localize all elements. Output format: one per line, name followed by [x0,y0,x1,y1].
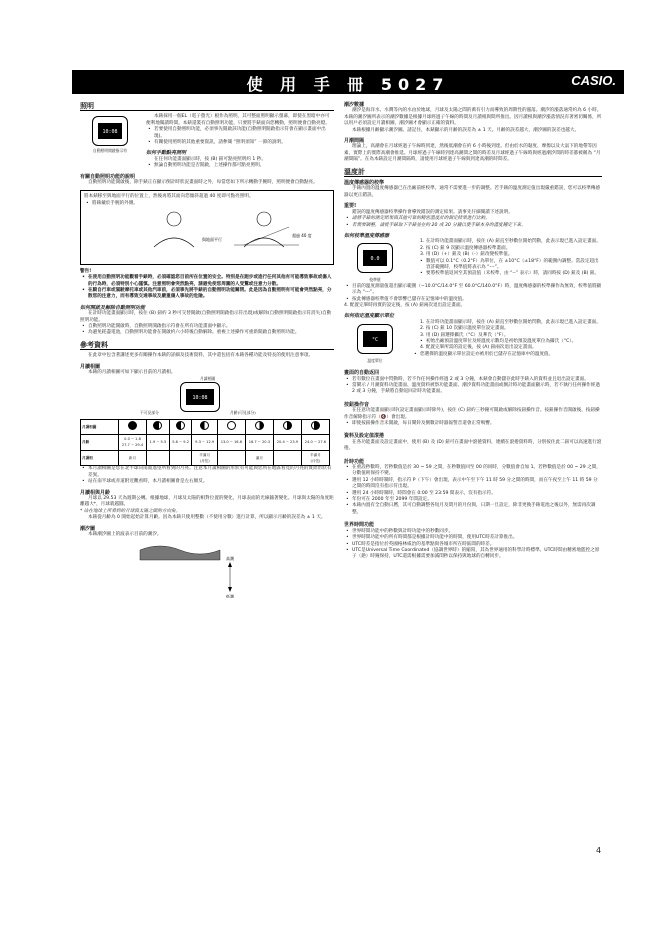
bullet-item: • 當鬧示 / 月潮資料功能畫面、溫度資料被察功能畫面、潮汐資料功能畫面或倒計時功能畫面顯示時，若不執行任何操作經過 2 或 3 分鐘，手錶將自動返回計時功能畫面。 [344,383,602,396]
step: 2. 按 (C) 鈕 9 次顯示溫度傳感器校準畫面。 [420,245,511,251]
subheading: 如何手動點亮照明 [146,150,187,157]
moon-phase-cell [217,450,245,466]
subheading: 如何開啟及解除自動照明功能 [80,304,146,311]
moon-age-cell: 20.4 ~ 23.9 [273,434,301,450]
fig-label: 月齡(可見部分) [230,410,256,416]
bullet-item: • 有關使用照明的其他重要資訊，請參閱 “照明須知” 一節的說明。 [146,140,334,146]
section-title-thermometer: 溫度計 [344,169,602,177]
moon-phase-cell: 新月 [119,450,147,466]
moon-phase-cell: 半滿月 (月弦) [301,450,329,466]
box-text: 將本錶移至與地面平行的位置上，然後再將其面向您傾斜超過 40 度即可點亮照明。 [84,194,254,200]
paragraph: 在任何功能畫面顯示時，按 (B) 鈕可點亮照明約 1 秒。 [154,156,266,162]
bullet-item: • 您選擇的溫度顯示單位設定亦被用於已儲存在記憶庫中的溫度值。 [412,352,602,358]
subheading: 月讀相圖 [80,363,101,370]
right-column [344,102,602,561]
moon-phase-cell: 滿月 [245,450,273,466]
bullet-item: • UTC時差是指位於英國格林威治的基準點與各城市所在時區間的時差。 [344,542,602,548]
low-tide-label: 低潮 [226,594,234,599]
footnote: * 站在地球上所看到的月球與太陽之間的方向角。 [80,508,181,514]
subheading: 資料及設定值滾捲 [344,433,385,440]
bullet-item: • 若需要調整，請從手錶取下手錶並在約 20 或 30 分鐘以使手錶本身的溫度穩定下來。 [344,223,602,229]
left-column [80,102,334,602]
moon-phase-cell [169,450,192,466]
section-title-reference: 參考資料 [80,342,334,350]
fig-label-parallel: 與地面平行 [202,237,222,243]
paragraph: 本錶根據月齡顯示潮汐圖。請記住，本錶顯示的月齡的誤差為 ± 1 天。月齡的誤差越大，潮汐圖的誤差也越大。 [352,127,580,133]
bullet-item: • 要將校準值返回至其預設值（未校準，由 “--” 表示）時，請同時按 (D) 鈕及 (B) 鈕。 [418,271,602,277]
moon-age-cell: 16.7 ~ 20.3 [245,434,273,450]
paragraph: 本錶採用一個EL（電子螢光）板作為照明，其可整面照明顯示螢幕，即使在黑暗中亦可便利地閱讀時間。本錶還裝有自動照明功能，只要將手錶面向您轉動，照明便會自動亮燈。 [146,114,330,126]
subheading: 月潮間隔 [344,138,365,145]
moon-age-cell: 13.0 ~ 16.6 [217,434,245,450]
watch-illustration: 10:08 [92,116,128,146]
moon-age-cell: 1.9 ~ 5.5 [147,434,170,450]
bullet-item: • 數值可以 0.1°C（0.2°F）為單位，在 ±10°C（±18°F）的範圍內調整。當設定超出容許範圍時，校準值將表示為 “---”。 [418,259,602,272]
paragraph: 手錶內置的溫度傳感器已在出廠前經校準，通常不需要進一步的調整。若手錶的溫度測定值出現嚴重錯誤，您可以校準傳感器以更正錯誤。 [344,186,601,198]
warning-item: • 在騎自行車或駕駛摩托車或其他汽車前，必須事先將手錶的自動照明功能關閉。此是因為自動照明有可能會突然點亮，分散您的注意力，而有導致交通事故及嚴重傷人事故的危險。 [80,288,334,301]
bullet-item: • 請將手錶的測定結果與其他可靠的精密溫度計的測定結果進行比較。 [344,216,602,222]
paragraph: 在任意功能畫面顯示時(設定畫面顯示時除外)，按住 (C) 鈕約三秒鐘可開啟或解除按鈕操作音。按鈕操作音開啟後，按鈕操作音解除指示符（🔇）會出現。 [344,408,600,420]
bullet-item: • 世界時間功能中的秒數與計時功能中的秒數同步。 [344,529,602,535]
bullet-item: • 目前的溫度測量值超出顯示範圍（−10.0°C/14.0°F 至 60.0°C/140.0°F）時，溫度傳感器的校準操作為無效，校準值將顯示為 “---”。 [344,284,602,297]
bullet-item: • 無論自動照明功能是否開啟，上述操作都可點亮照明。 [146,163,334,169]
wrist-tilt-illustration [84,207,324,257]
bullet-item: • 世界時間功能中的所有時間都是根據計時功能中的時間，使用UTC時差計算推出。 [344,535,602,541]
temperature-unit-figure [344,320,406,364]
moon-phase-cell: 半滿月 (月弦) [192,450,217,466]
paragraph: 自動照明功能開啟後，除手錶正在顯示倒計時狀況畫面時之外，每當您如下所示轉動手腕時，照明便會自動點亮。 [88,180,318,186]
step: 1. 在計時功能畫面顯示時，按住 (A) 鈕直至秒數位開始閃動，此表示現已進入設定畫面。 [420,319,601,325]
bullet-item: • 在重設秒數時，若秒數值是於 30 ~ 59 之間，在秒數值回至 00 的同時，分數值會自加 1。若秒數值是於 00 ~ 29 之間，分數值則保持不變。 [344,465,602,478]
step: 3. 用 (D)（+）鈕及 (B)（-）鈕改變校準值。 [420,252,513,258]
bullet-item: • 為避免耗盡電池，自動照明功能會在開啟約六小時後自動解除。重複上述操作可重新開啟自動照明功能。 [80,330,334,336]
moon-age-cell: 9.3 ~ 12.9 [192,434,217,450]
paragraph: 錯誤的溫度傳感器校準操作會導致錯誤的測定結果。請事先仔細閱讀下述說明。 [352,209,513,215]
warning-item: • 在使用自動照明功能觀看手錶時，必須確認您目前所在位置的安全。特別是在跑步或進行任何其他有可能導致事故或傷人的行為時，必須特別小心謹慎。注意照明會突然點亮，請避免使您周圍的人受驚或注意力分散。 [80,275,334,288]
subheading: 重要! [344,203,357,210]
row-label: 月齡 [81,434,119,450]
high-tide-label: 高潮 [226,556,234,562]
paragraph: 月球以 29.53 天為週期公轉。根據地球，月球及太陽的相對位置的變化，月球表面的光線隨著變化。月球與太陽的角度距離越大*，月球就越圓。 [80,496,334,508]
subheading: 潮汐圖 [80,525,96,532]
paragraph: 理論上，高潮會在月球經過子午線時到達，然後低潮會在約 6 小時後到達。但由於水的黏度、摩擦以及大氣下的地帶等因素，實際上的實際高潮會推延。月球經過子午線時到達高潮間之間的時差及月球經過子午線時與經過潮汐間的時差都被稱為 “月潮間隔”。在為本錶設定月潮間隔時，請使用月球經過子午線與到達高潮的時間差。 [344,144,601,163]
step: 1. 在計時功能畫面顯示時，按住 (A) 鈕直至秒數位開始閃動，此表示現已進入設定畫面。 [420,239,601,245]
bullet-item: • UTC是Universal Time Coordinated（協調世界時）的縮寫，其為世界通用的科學計時標準。UTC時間由精密地監控之原子（銫）時鐘保持，UTC還需根據需要加減閏秒以保持與地球的自轉同步。 [344,548,602,561]
paragraph: 本錶的月讀相圖可如下顯示目前的月讀相。 [88,369,176,375]
step: 3. 用 (D) 鈕選擇攝氏（°C）及華氏（°F）。 [420,332,509,338]
bullet-item: • 本錶內置有全自動日曆，其可自動調整各短月及閏月的月份與，日期一旦設定，除非更換手錶電池之後以外，無需再次調整。 [344,503,602,516]
paragraph: 潮汐是海洋水、水灣等內的水由於地球，月球及太陽之間的萬有引力而導致的周期性的漲落。潮汐的漲落通常約為 6 小時。本錶的潮汐圖所表示的潮汐數據是根據月球經過子午線的時間及月讀相與間所推出。因月讀相與潮汐漲落情況有著密切關係，所以用戶必須設定月讀相圖，潮汐圖才會顯示正確的資料。 [344,108,602,127]
fig-label-40deg: 超過 40 度 [292,233,312,239]
moon-phase-cell [147,450,170,466]
watch-illustration: °C [357,324,393,354]
row-label: 月讀相 [81,450,119,466]
figure-caption: 自動照明開啟指示符 [92,148,128,154]
calibration-figure [344,239,406,283]
row-label: 月讀相圖 [81,420,119,434]
bullet-item: • 初始出廠預設溫度單位及經溫度示數均是初始預設溫度單位為攝氏（°C）。 [418,339,602,345]
moon-age-cell: 24.0 ~ 27.6 [301,434,329,450]
watch-illustration: 0.0 [357,243,393,273]
paragraph: 在各功能畫面及設定畫面中，使用 (B) 及 (D) 鈕可在畫面中滾捲資料，連續在滾捲資料時，分別按住此二鈕可以高速進行滾捲。 [344,439,602,452]
manual-title: 使 用 手 冊 5027 [246,75,450,94]
step: 4. 配置完畢所需的設定後，按 (A) 鈕兩次退出設定畫面。 [420,345,537,351]
subheading: 溫度傳感器的校準 [344,180,385,187]
bullet-item: • 按此傳感器校準值不會影響已儲存在記憶庫中的溫度值。 [344,297,602,303]
section-title-illumination: 照明 [80,103,334,111]
bullet-item: • 將錶戴於手腕的外側。 [84,201,330,207]
paragraph: 在計時功能畫面顯示時，按住 (B) 鈕約 3 秒可交替開啟(自動照明開啟指示符出現)或解除(自動照明開啟指示符消失)自動照明功能。 [80,311,332,323]
casio-logo: CASIO. [571,73,616,88]
subheading: 如何指定溫度顯示單位 [344,313,395,320]
subheading: 畫面的自動返回 [344,370,380,377]
paragraph: 在此章中包含著講述更多有關操作本錶的詳細及技術資料，其中還包括有本錶各種功能及特長的使用注意事項。 [88,353,314,359]
paragraph: 本錶潮汐圖上的波表示目前的潮汐。 [88,532,162,538]
bullet-item: • 選用 24 小時時制時，時間會在 0:00 至 23:59 間表示，沒有指示符。 [344,491,602,497]
bullet-item: • 年份可在 2000 年至 2099 年間設定。 [344,497,602,503]
bullet-item: • 站在南半球或赤道附近觀看時，本月讀相圖會是左右顛反。 [80,479,334,485]
watch-illustration: 10:08 [180,382,220,412]
figure-caption: 校準值 [369,277,381,283]
page-number: 4 [596,846,602,855]
step: 4. 配置完畢時再實的設定後，按 (A) 鈕兩次退出設定畫面。 [344,302,466,308]
paragraph: 本錶從月齡為 0 開始起始計算月齡。因為本錶只使用整數（不使用分數）進行計算，所以顯示月齡的誤差為 ± 1 天。 [88,515,326,521]
subheading: 月讀相與月齡 [80,489,111,496]
bullet-item: • 自動照明功能開啟時，自動照明開啟指示符會在所有功能畫面中顯示。 [80,324,334,330]
bullet-item: • 若有數位在畫面中閃動時，若不作任何操作經過 2 或 3 分鐘，本錶會自動儲存此時手錶入的資料並且退出設定畫面。 [344,377,602,383]
bullet-item: • 即使按鈕操作音未開啟，每日鬧鈴及倒數計時器報警音還會正常鳴響。 [344,421,602,427]
tide-graph-illustration [80,538,330,598]
figure-caption: 溫度單位 [367,357,383,363]
warning-title: 警告! [80,268,92,274]
fig-label: 不可見部分 [140,410,159,416]
bullet-item: • 若要使用自動照明功能，必須事先開啟該功能(自動照明開啟指示符會在顯示畫面中出現)。 [146,127,334,140]
subheading: 按鈕操作音 [344,401,370,408]
subheading: 有關自動照明功能的說明 [80,173,136,180]
moon-phase-table [80,419,330,466]
moon-graph-figure [80,376,334,416]
bullet-item: • 選用 12 小時時制時，指示符 P（下午）會出現，表示中午至下午 11 時 59 分之間的時間，而在午夜至上午 11 時 59 分之間的時間沒有指示符出現。 [344,478,602,491]
illumination-figure [80,114,140,169]
moon-phase-cell [273,450,301,466]
step: 2. 按 (C) 鈕 10 次顯示溫度單位設定畫面。 [420,326,509,332]
info-box [80,190,334,264]
page-header [72,70,624,94]
subheading: 計時功能 [344,458,365,465]
moon-age-cell: 5.6 ~ 9.2 [169,434,192,450]
subheading: 潮汐數據 [344,102,365,108]
bullet-item: • 本月讀相圖是您在北半球向南面遙望所看到的月亮。注意本月讀相圖的形狀有可能與您所在地區看見的月亮的實際形狀有差異。 [80,466,334,479]
fig-label: 月讀相圖 [200,376,216,382]
subheading: 世界時間功能 [344,522,375,529]
moon-age-cell: 0.0 ~ 1.8 27.7 ~ 29.4 [119,434,147,450]
subheading: 如何校準溫度傳感器 [344,232,390,239]
